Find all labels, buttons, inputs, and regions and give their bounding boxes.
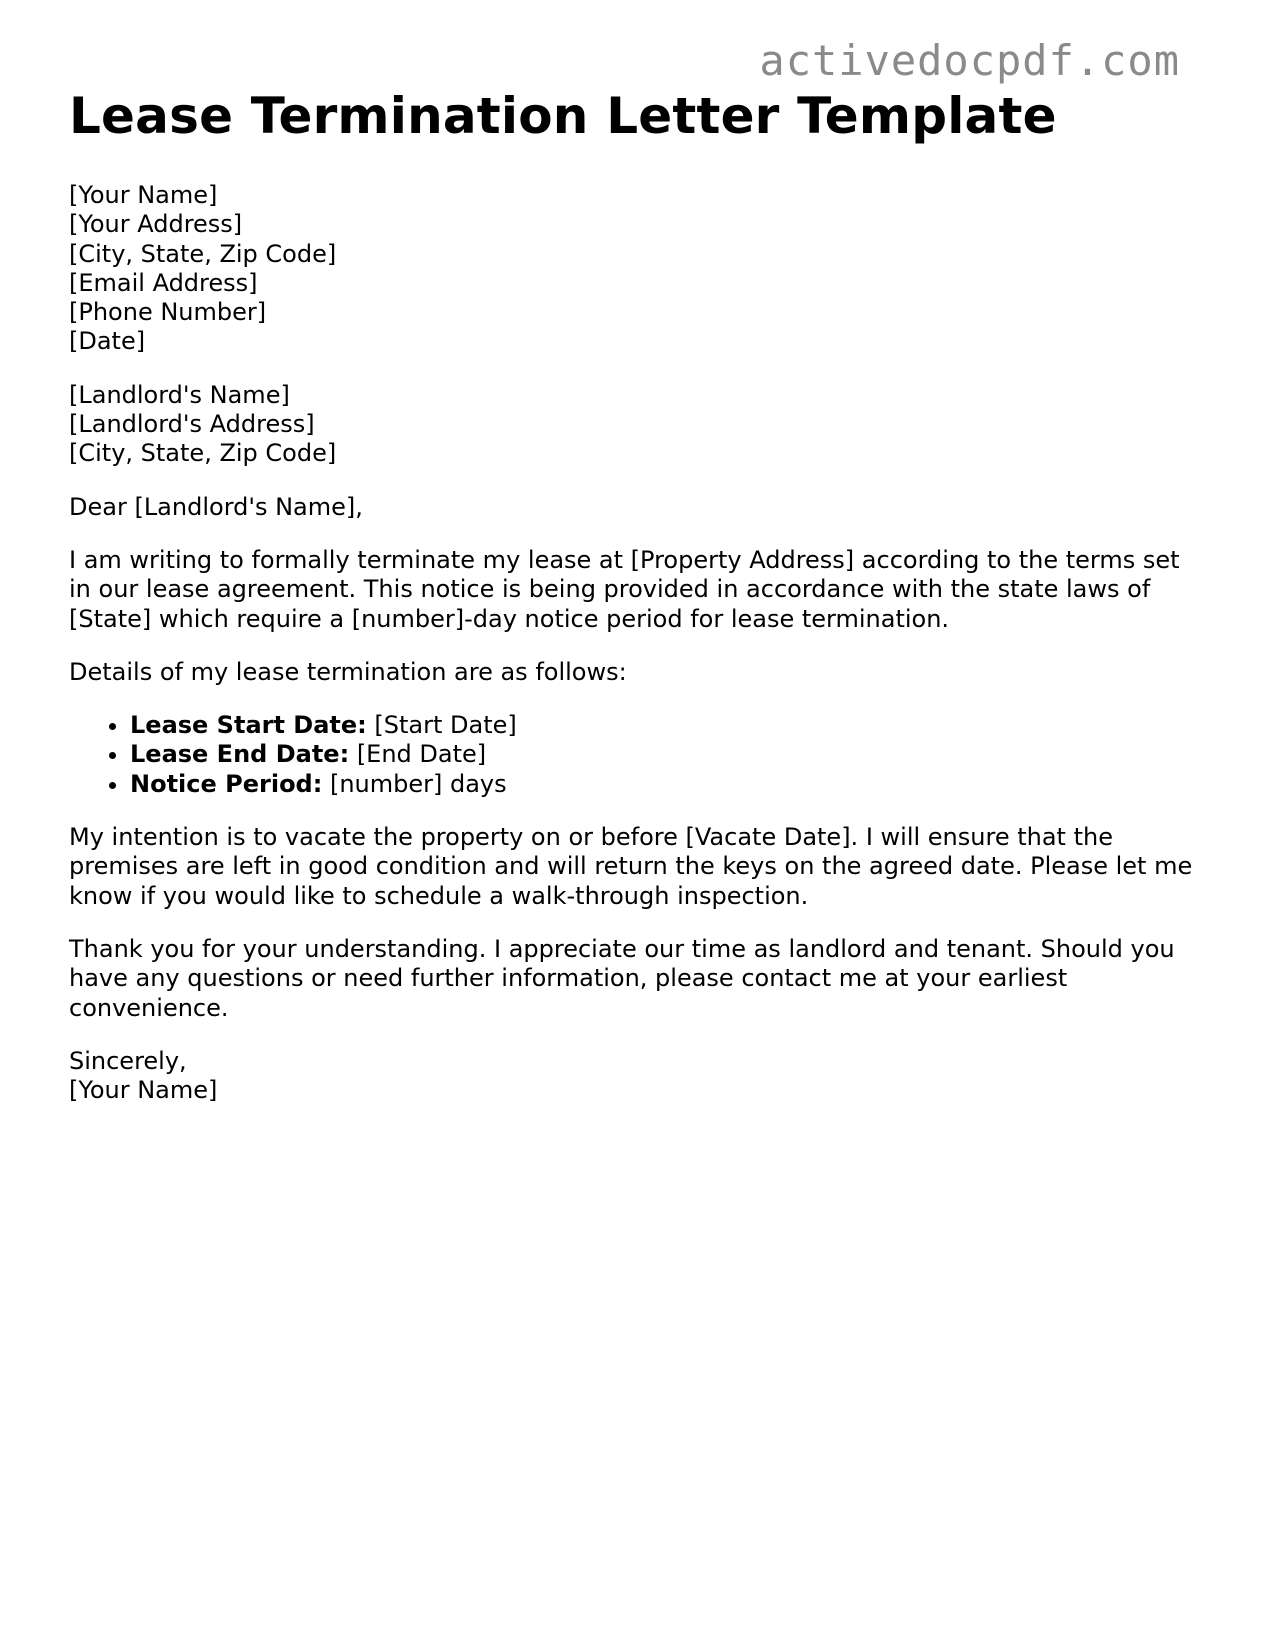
sender-address: [Your Address] [69, 210, 243, 239]
sender-address-block [69, 181, 1199, 357]
details-intro: Details of my lease termination are as follows: [69, 657, 627, 686]
paragraph-termination-notice: I am writing to formally terminate my lease at [Property Address] according to the terms set in our lease agreement. This notice is being provided in accordance with the state laws of [State] which require a [number]-day notice period for lease termination. [69, 545, 1180, 633]
detail-value: [End Date] [356, 740, 487, 769]
landlord-name: [Landlord's Name] [69, 380, 290, 409]
list-item-notice-period [130, 770, 1199, 799]
letter-page [69, 86, 1199, 1105]
sender-city-state-zip: [City, State, Zip Code] [69, 239, 337, 268]
recipient-address-block [69, 381, 1199, 469]
landlord-address: [Landlord's Address] [69, 410, 315, 439]
detail-value: [Start Date] [374, 711, 517, 740]
sender-email: [Email Address] [69, 268, 258, 297]
paragraph-vacate-intention: My intention is to vacate the property on or before [Vacate Date]. I will ensure that the premises are left in good condition and will return the keys on the agreed date. Please let me know if you would like to schedule a walk-through inspection. [69, 823, 1193, 910]
detail-value: [number] days [329, 769, 507, 798]
watermark: activedocpdf.com [759, 36, 1180, 85]
detail-label: Lease Start Date: [130, 711, 367, 740]
detail-label: Lease End Date: [130, 740, 350, 769]
list-item-lease-start [130, 711, 1199, 740]
letter-date: [Date] [69, 327, 146, 356]
closing: Sincerely, [69, 1046, 187, 1075]
lease-details-list [69, 711, 1199, 799]
detail-label: Notice Period: [130, 769, 323, 798]
signature-name: [Your Name] [69, 1076, 218, 1105]
page-title: Lease Termination Letter Template [69, 87, 1057, 145]
sender-phone: [Phone Number] [69, 298, 267, 327]
list-item-lease-end [130, 740, 1199, 769]
salutation: Dear [Landlord's Name], [69, 492, 363, 521]
landlord-city-state-zip: [City, State, Zip Code] [69, 439, 337, 468]
paragraph-thank-you: Thank you for your understanding. I appreciate our time as landlord and tenant. Should you have any questions or need further information, please contact me at your earliest convenience. [69, 934, 1175, 1022]
sender-name: [Your Name] [69, 181, 218, 209]
closing-block [69, 1047, 1199, 1106]
